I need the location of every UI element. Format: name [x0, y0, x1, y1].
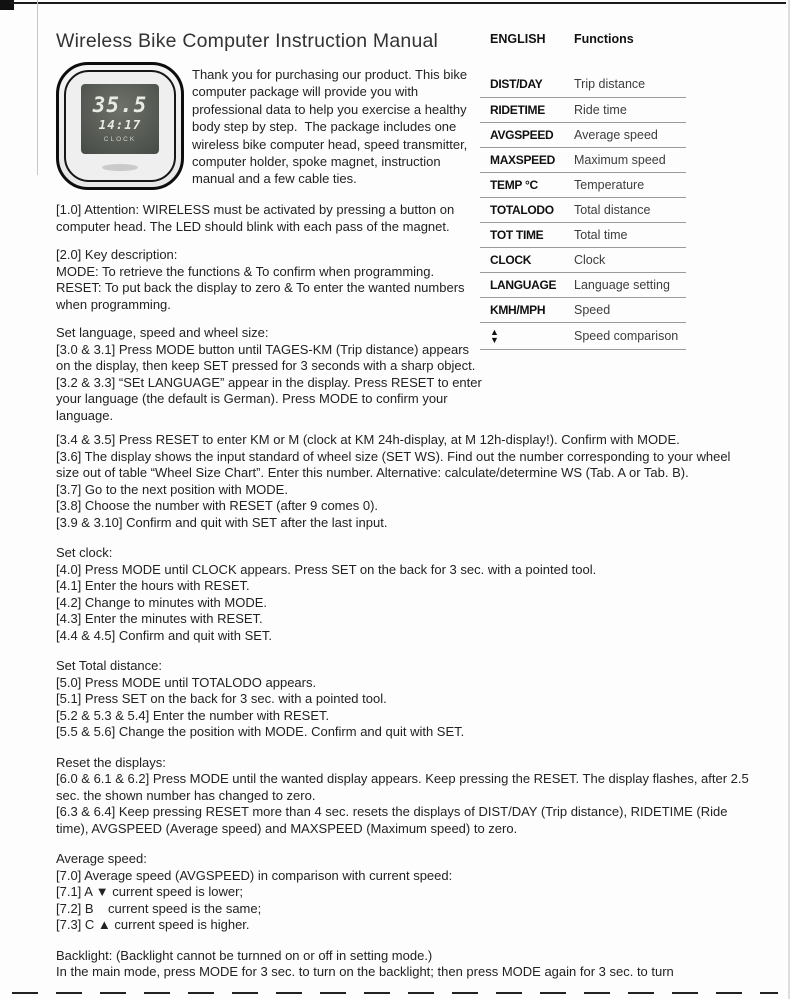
scan-edge-bottom-dashed	[12, 992, 778, 994]
function-row	[480, 297, 686, 322]
function-value: Speed comparison	[564, 322, 686, 349]
function-value: Speed	[564, 297, 686, 322]
top-left-block	[56, 30, 488, 424]
function-value: Total time	[564, 222, 686, 247]
function-row	[480, 247, 686, 272]
function-row	[480, 147, 686, 172]
text-line: [3.9 & 3.10] Confirm and quit with SET after the last input.	[56, 514, 388, 530]
lcd-mode-label: CLOCK	[103, 136, 137, 144]
function-value: Language setting	[564, 272, 686, 297]
text-line: [4.3] Enter the minutes with RESET.	[56, 611, 263, 626]
lcd-screen	[81, 84, 159, 154]
function-value: Maximum speed	[564, 147, 686, 172]
text-section	[56, 545, 756, 644]
function-row	[480, 122, 686, 147]
function-key: RIDETIME	[480, 97, 564, 122]
function-key: TEMP °C	[480, 172, 564, 197]
text-line: Set Total distance:	[56, 658, 162, 673]
text-section	[56, 948, 756, 981]
function-row	[480, 72, 686, 97]
text-line: [4.4 & 4.5] Confirm and quit with SET.	[56, 627, 273, 643]
text-line: [5.5 & 5.6] Change the position with MODE. Confirm and quit with SET.	[56, 724, 465, 739]
text-line: [4.1] Enter the hours with RESET.	[56, 578, 250, 593]
text-line: [5.2 & 5.3 & 5.4] Enter the number with RESET.	[56, 707, 330, 723]
arrow-down-icon: ▼	[490, 334, 499, 345]
intro-row	[56, 62, 488, 190]
text-line: [5.0] Press MODE until TOTALODO appears.	[56, 674, 317, 690]
text-line: [4.0] Press MODE until CLOCK appears. Press SET on the back for 3 sec. with a pointed tool.	[56, 561, 597, 577]
function-key: KMH/MPH	[480, 297, 564, 322]
text-line: Backlight: (Backlight cannot be turnned on or off in setting mode.)	[56, 947, 433, 963]
text-line: [6.3 & 6.4] Keep pressing RESET more than 4 sec. resets the displays of DIST/DAY (Trip distance), RIDETIME (Ride time), AVGSPEED (Average speed) and MAXSPEED (Maximum speed) to zero.	[56, 804, 732, 836]
text-line: [5.1] Press SET on the back for 3 sec. with a pointed tool.	[56, 691, 387, 706]
text-line: MODE: To retrieve the functions & To confirm when programming.	[56, 263, 435, 279]
text-line: [3.0 & 3.1] Press MODE button until TAGES-KM (Trip distance) appears on the display, then keep SET pressed for 3 seconds with a sharp object.	[56, 341, 476, 373]
functions-header-english: ENGLISH	[490, 32, 546, 46]
lcd-time-value: 14:17	[98, 116, 142, 132]
text-line: [1.0] Attention: WIRELESS must be activated by pressing a button on computer head. The LED should blink with each pass of the magnet.	[56, 202, 458, 234]
function-key: TOT TIME	[480, 222, 564, 247]
text-section	[56, 851, 756, 934]
text-line: In the main mode, press MODE for 3 sec. to turn on the backlight; then press MODE again for 3 sec. to turn	[56, 964, 674, 979]
function-value: Clock	[564, 247, 686, 272]
text-section	[56, 755, 756, 838]
lcd-speed-value: 35.5	[92, 92, 148, 117]
text-line: [7.1] A ▼ current speed is lower;	[56, 884, 244, 899]
text-line: [3.2 & 3.3] “SEt LANGUAGE” appear in the display. Press RESET to enter your language (the default is German). Press MODE to confirm your language.	[56, 374, 486, 423]
speed-comparison-arrows-icon	[480, 322, 564, 349]
text-line: [4.2] Change to minutes with MODE.	[56, 594, 267, 610]
text-line: RESET: To put back the display to zero & To enter the wanted numbers when programming.	[56, 280, 469, 312]
text-line: Set language, speed and wheel size:	[56, 325, 269, 340]
functions-table-body	[480, 72, 686, 349]
function-value: Temperature	[564, 172, 686, 197]
left-column-text	[56, 202, 484, 424]
function-key: CLOCK	[480, 247, 564, 272]
function-value: Average speed	[564, 122, 686, 147]
function-key: MAXSPEED	[480, 147, 564, 172]
text-line: Set clock:	[56, 545, 113, 560]
functions-table-head	[480, 24, 686, 72]
text-line: [3.8] Choose the number with RESET (after 9 comes 0).	[56, 498, 379, 513]
function-row	[480, 97, 686, 122]
function-row	[480, 322, 686, 349]
functions-header-row	[480, 24, 686, 72]
function-key: AVGSPEED	[480, 122, 564, 147]
arrow-up-icon: ▲	[490, 326, 499, 337]
text-line: Reset the displays:	[56, 754, 166, 770]
function-row	[480, 272, 686, 297]
function-value: Total distance	[564, 197, 686, 222]
device-inner-ring	[64, 70, 176, 182]
function-value: Trip distance	[564, 72, 686, 97]
device-button	[102, 164, 138, 171]
text-line: [7.0] Average speed (AVGSPEED) in comparison with current speed:	[56, 867, 453, 883]
text-line: [2.0] Key description:	[56, 247, 178, 262]
functions-header-functions: Functions	[574, 32, 634, 46]
text-line: [7.3] C ▲ current speed is higher.	[56, 917, 250, 932]
text-line: [3.4 & 3.5] Press RESET to enter KM or M (clock at KM 24h-display, at M 12h-display!). Confirm with MODE.	[56, 432, 680, 447]
text-section	[56, 202, 484, 235]
text-section	[56, 247, 484, 313]
text-line: Average speed:	[56, 851, 147, 866]
bike-computer-illustration	[56, 62, 184, 190]
function-key: TOTALODO	[480, 197, 564, 222]
intro-paragraph: Thank you for purchasing our product. This bike computer package will provide you with professional data to help you exercise a healthy body step by step. The package includes one wireless bike computer head, speed transmitter, computer holder, spoke magnet, instruction manual and a few cable ties.	[192, 67, 471, 187]
functions-table	[480, 24, 686, 350]
text-section	[56, 325, 484, 424]
function-row	[480, 222, 686, 247]
text-line: [3.7] Go to the next position with MODE.	[56, 481, 288, 497]
text-section	[56, 658, 756, 741]
device-body	[56, 62, 184, 190]
function-row	[480, 197, 686, 222]
function-key: DIST/DAY	[480, 72, 564, 97]
text-line: [6.0 & 6.1 & 6.2] Press MODE until the wanted display appears. Keep pressing the RESET. The display flashes, after 2.5 sec. the shown number has changed to zero.	[56, 771, 753, 803]
function-row	[480, 172, 686, 197]
page-title: Wireless Bike Computer Instruction Manual	[56, 30, 439, 52]
text-line: [7.2] B current speed is the same;	[56, 900, 262, 916]
body-text	[56, 432, 756, 981]
text-section	[56, 432, 756, 531]
text-line: [3.6] The display shows the input standard of wheel size (SET WS). Find out the number corresponding to your wheel size out of table “Wheel Size Chart”. Enter this number. Alternative: calculate/determine WS (Tab. A or Tab. B).	[56, 448, 735, 480]
function-value: Ride time	[564, 97, 686, 122]
function-key: LANGUAGE	[480, 272, 564, 297]
